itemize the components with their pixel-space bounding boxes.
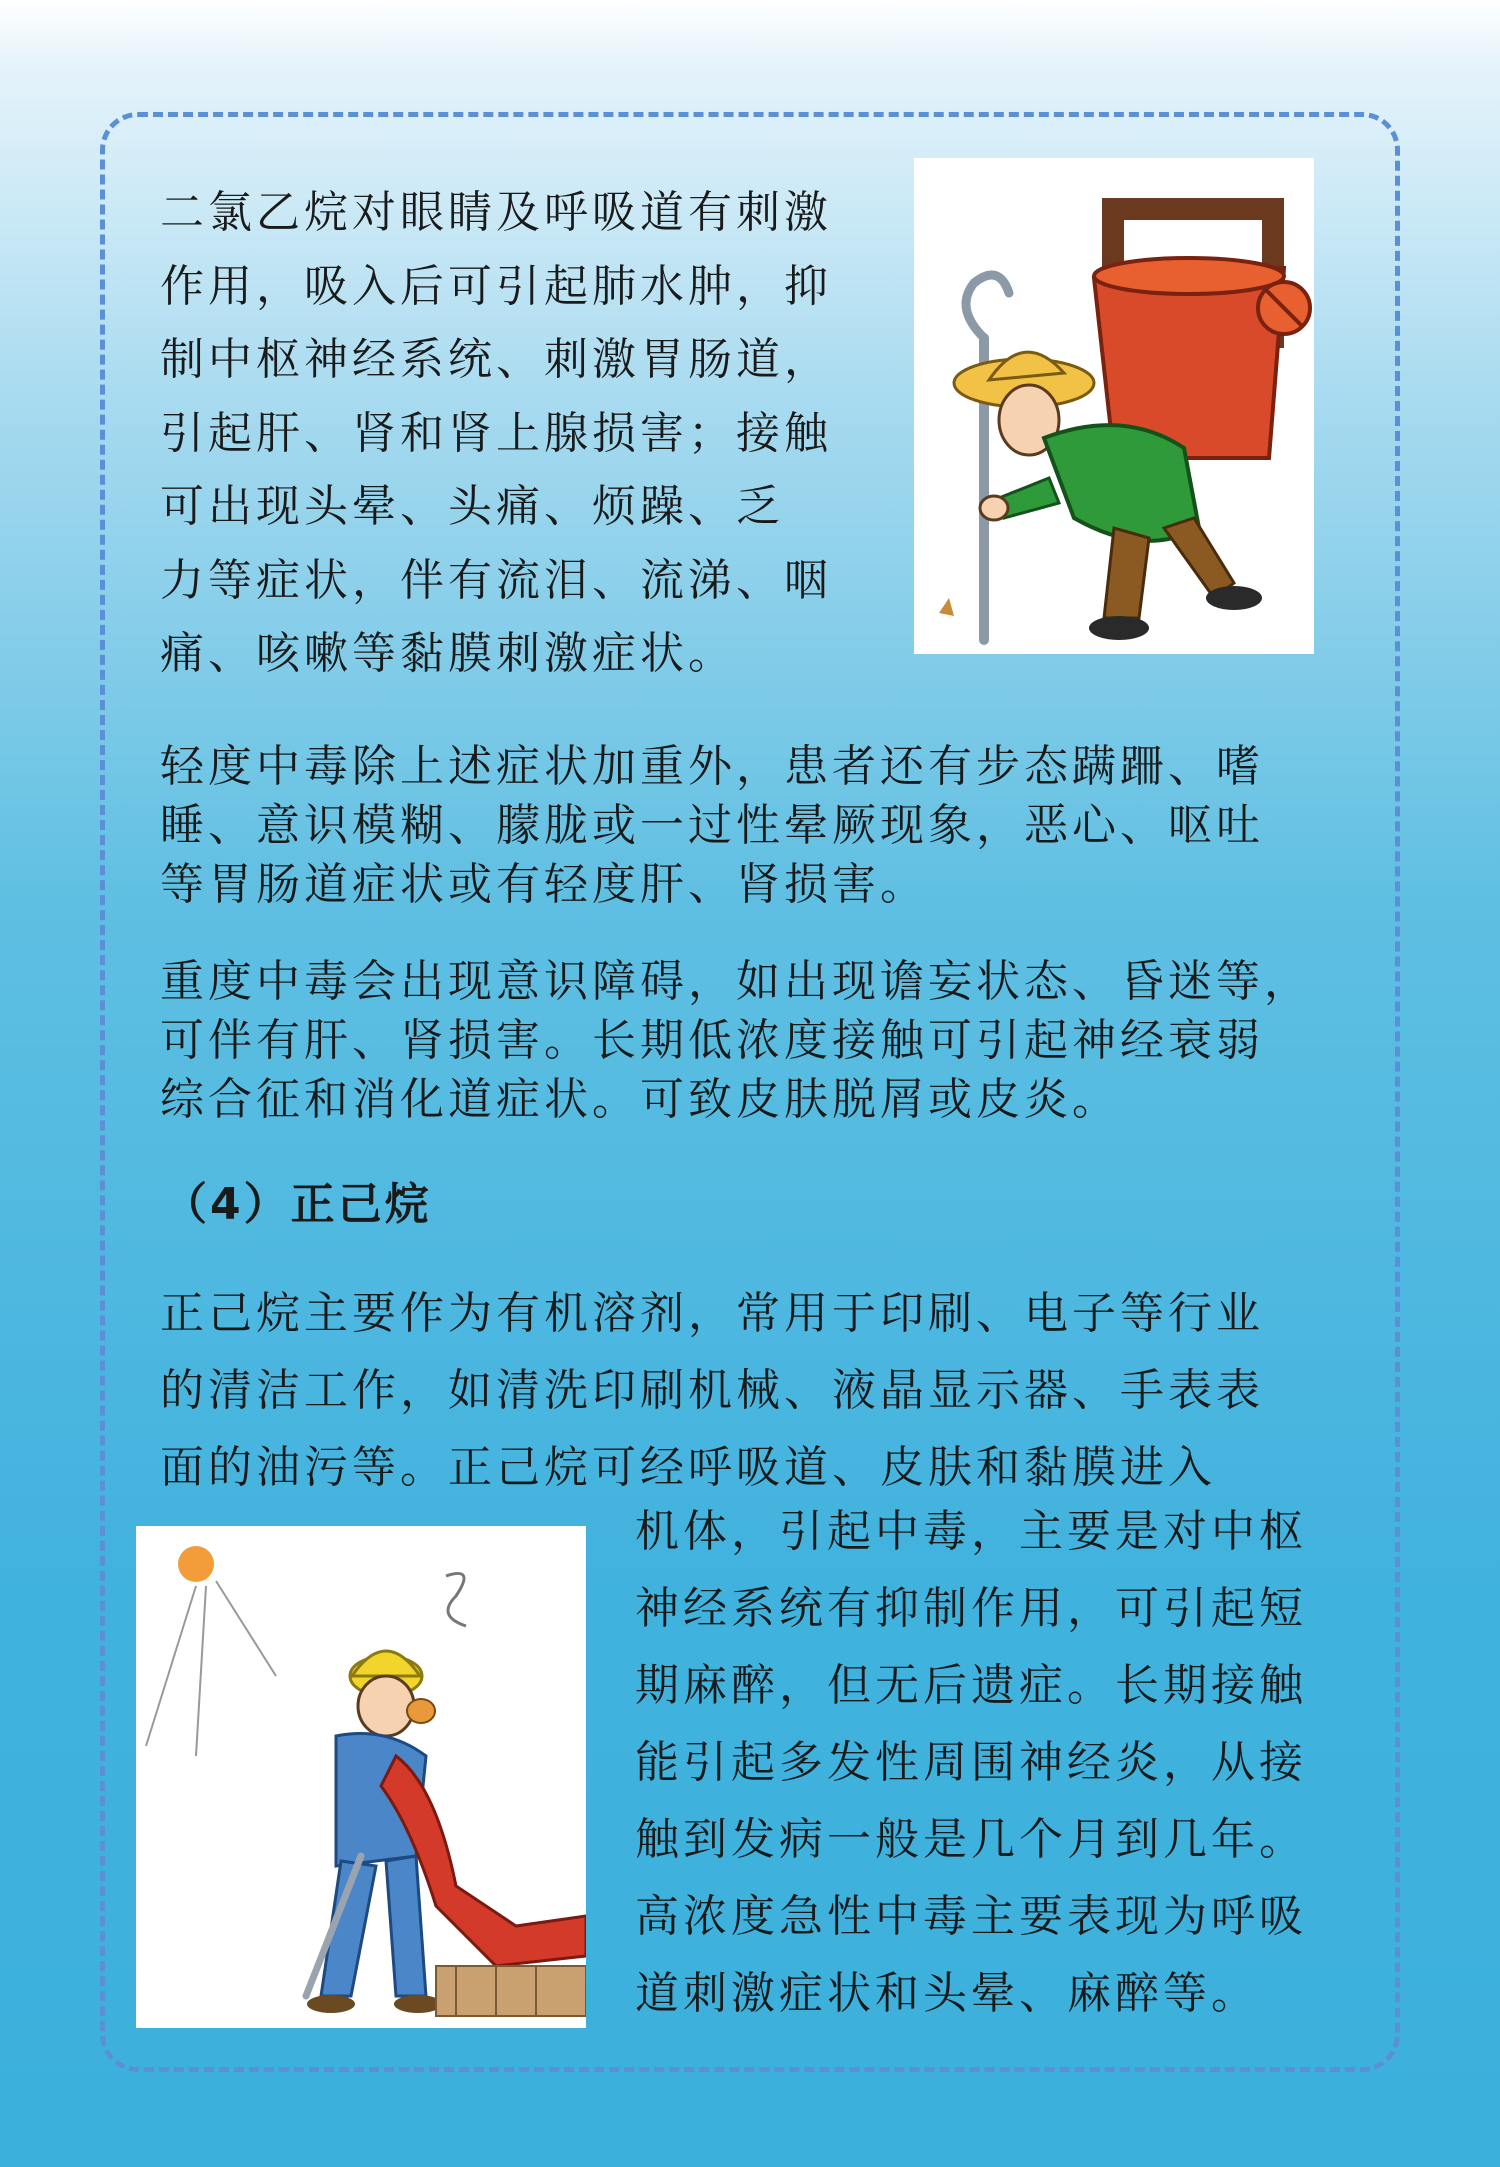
text-line: 的清洁工作，如清洗印刷机械、液晶显示器、手表表 <box>160 1365 1264 1416</box>
paragraph-mild-poisoning <box>160 737 1360 914</box>
text-line: 制中枢神经系统、刺激胃肠道， <box>160 334 832 385</box>
paragraph-n-hexane-effects <box>635 1493 1355 2032</box>
text-line: 二氯乙烷对眼睛及呼吸道有刺激 <box>160 187 832 238</box>
text-line: 力等症状，伴有流泪、流涕、咽 <box>160 554 832 606</box>
text-line: 正己烷主要作为有机溶剂，常用于印刷、电子等行业 <box>160 1288 1264 1339</box>
section-heading-n-hexane: （4）正己烷 <box>163 1179 432 1230</box>
worker-dizzy-pipe-illustration <box>136 1526 586 2028</box>
text-line: 可出现头晕、头痛、烦躁、乏 <box>160 481 784 532</box>
paragraph-severe-poisoning <box>160 952 1360 1129</box>
text-line: 触到发病一般是几个月到几年。 <box>635 1814 1307 1865</box>
worker-pipe-drawing <box>136 1526 586 2028</box>
text-line: 可伴有肝、肾损害。长期低浓度接触可引起神经衰弱 <box>160 1015 1264 1066</box>
paragraph-n-hexane-uses <box>160 1275 1360 1506</box>
text-line: 高浓度急性中毒主要表现为呼吸 <box>635 1891 1307 1942</box>
worker-carrying-bucket-illustration <box>914 158 1314 654</box>
text-line: 睡、意识模糊、朦胧或一过性晕厥现象，恶心、呕吐 <box>160 800 1264 851</box>
text-line: 机体，引起中毒，主要是对中枢 <box>635 1506 1307 1557</box>
text-line: 道刺激症状和头晕、麻醉等。 <box>635 1968 1259 2019</box>
text-line: 引起肝、肾和肾上腺损害；接触 <box>160 407 832 459</box>
text-line: 神经系统有抑制作用，可引起短 <box>635 1583 1307 1634</box>
text-line: 面的油污等。正己烷可经呼吸道、皮肤和黏膜进入 <box>160 1442 1216 1493</box>
text-line: 轻度中毒除上述症状加重外，患者还有步态蹒跚、嗜 <box>160 741 1264 792</box>
text-line: 重度中毒会出现意识障碍，如出现谵妄状态、昏迷等， <box>160 956 1312 1007</box>
text-line: 期麻醉，但无后遗症。长期接触 <box>635 1660 1307 1711</box>
worker-bucket-drawing <box>914 158 1314 654</box>
text-line: 作用，吸入后可引起肺水肿，抑 <box>160 260 832 312</box>
paragraph-dichloroethane-effects <box>160 176 860 691</box>
text-line: 综合征和消化道症状。可致皮肤脱屑或皮炎。 <box>160 1074 1120 1125</box>
text-line: 等胃肠道症状或有轻度肝、肾损害。 <box>160 859 928 910</box>
text-line: 能引起多发性周围神经炎，从接 <box>635 1737 1307 1788</box>
text-line: 痛、咳嗽等黏膜刺激症状。 <box>160 628 736 679</box>
